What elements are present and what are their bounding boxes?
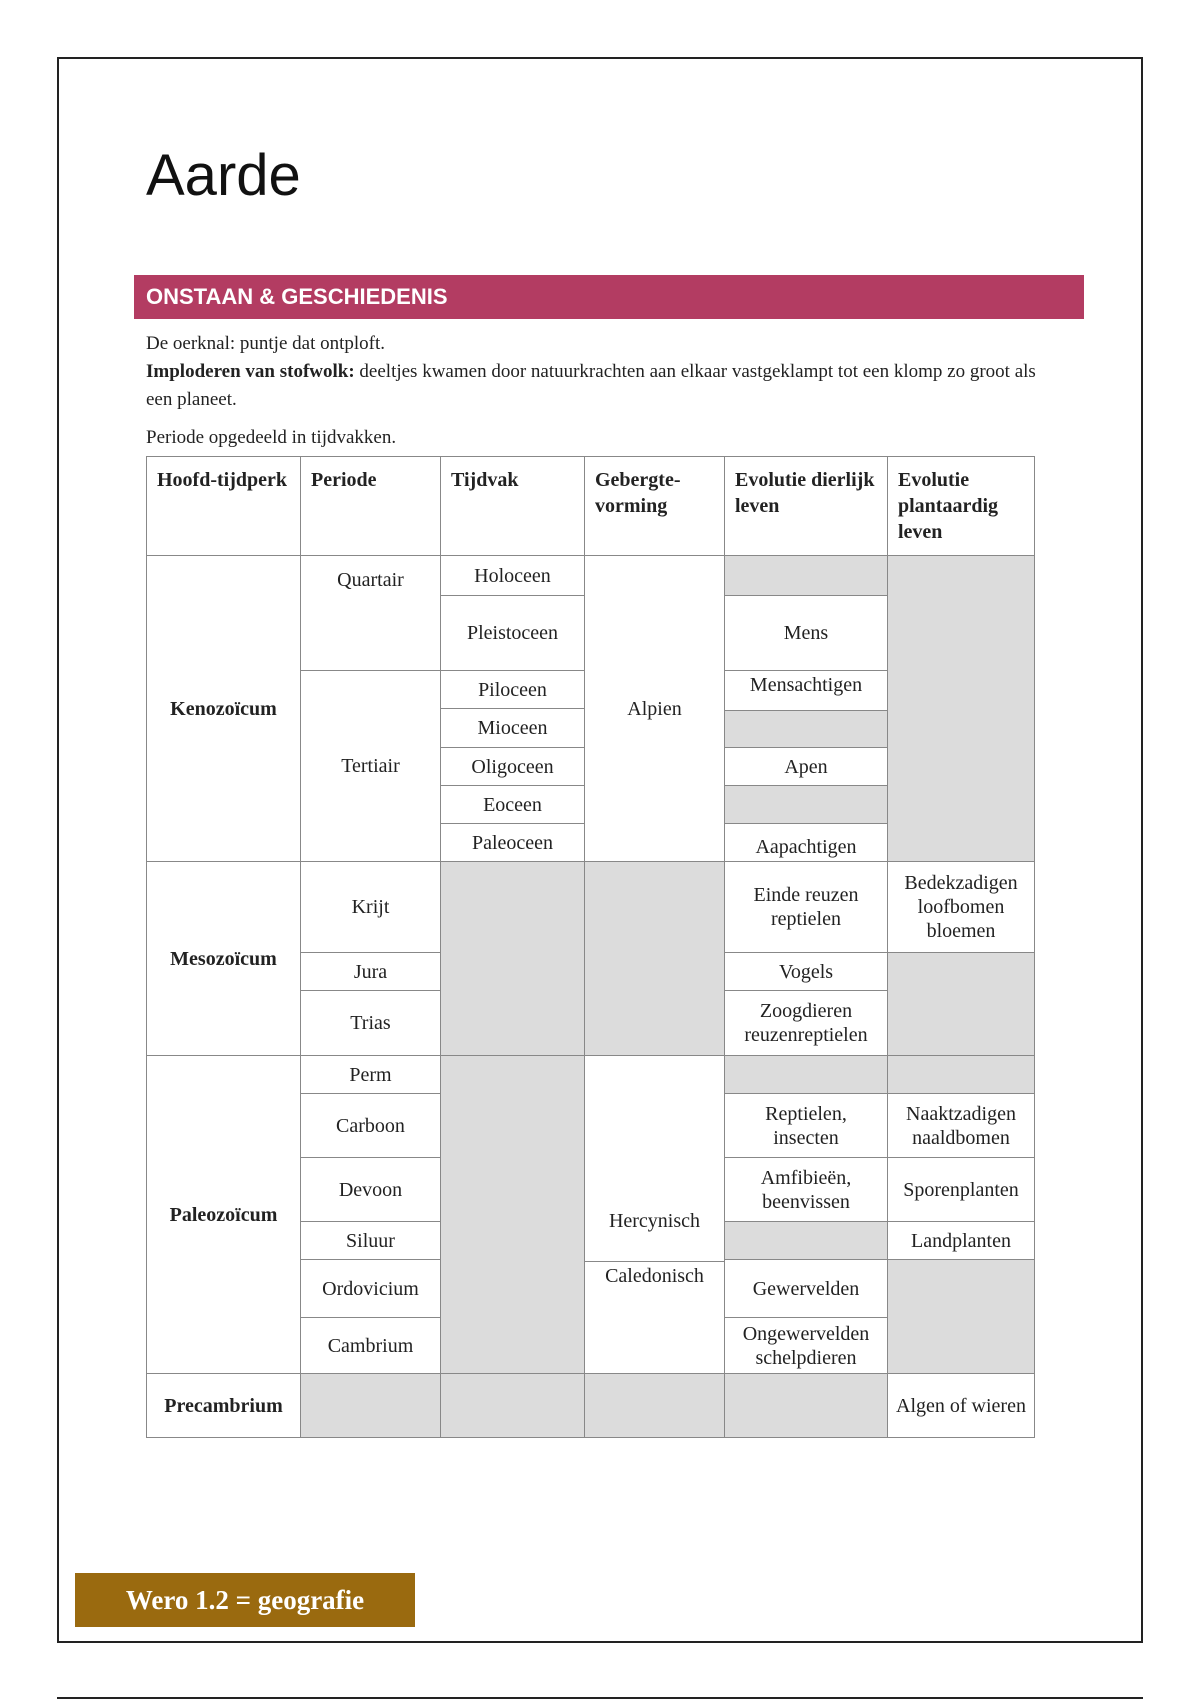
empty-cell [888, 1056, 1035, 1094]
mountain-cell: Hercynisch [585, 1056, 725, 1262]
epoch-cell: Eoceen [441, 786, 585, 824]
empty-cell [725, 1056, 888, 1094]
table-row [147, 1374, 1035, 1438]
period-cell: Tertiair [301, 671, 441, 862]
mountain-cell: Alpien [585, 556, 725, 862]
intro-line-2-rest: deeltjes kwamen door natuurkrachten aan elkaar vastgeklampt tot een klomp zo groot als een planeet. [146, 361, 1036, 410]
epoch-cell: Mioceen [441, 709, 585, 748]
period-cell: Perm [301, 1056, 441, 1094]
header-cell: Evolutie plantaardig leven [888, 457, 1035, 556]
epoch-cell: Oligoceen [441, 748, 585, 786]
animal-cell: Vogels [725, 953, 888, 991]
era-cell: Precambrium [147, 1374, 301, 1438]
animal-cell: Zoogdieren reuzenreptielen [725, 991, 888, 1056]
intro-line-3: Periode opgedeeld in tijdvakken. [146, 427, 397, 448]
mountain-cell: Caledonisch [585, 1262, 725, 1374]
period-cell: Carboon [301, 1094, 441, 1158]
header-cell: Evolutie dierlijk leven [725, 457, 888, 556]
page-title: Aarde [146, 143, 301, 208]
animal-cell: Gewervelden [725, 1260, 888, 1318]
animal-cell: Mens [725, 596, 888, 671]
period-cell: Krijt [301, 862, 441, 953]
period-cell: Ordovicium [301, 1260, 441, 1318]
animal-cell: Reptielen, insecten [725, 1094, 888, 1158]
epoch-cell: Paleoceen [441, 824, 585, 862]
empty-cell [441, 862, 585, 1056]
empty-cell [725, 1374, 888, 1438]
animal-cell: Amfibieën, beenvissen [725, 1158, 888, 1222]
plant-cell: Algen of wieren [888, 1374, 1035, 1438]
period-cell: Jura [301, 953, 441, 991]
period-cell: Devoon [301, 1158, 441, 1222]
era-cell: Mesozoïcum [147, 862, 301, 1056]
empty-cell [725, 556, 888, 596]
empty-cell [585, 1374, 725, 1438]
table-row [147, 862, 1035, 953]
empty-cell [301, 1374, 441, 1438]
plant-cell: Sporenplanten [888, 1158, 1035, 1222]
period-cell: Quartair [301, 556, 441, 671]
era-cell: Paleozoïcum [147, 1056, 301, 1374]
empty-cell [725, 1222, 888, 1260]
animal-cell: Einde reuzen reptielen [725, 862, 888, 953]
animal-cell: Ongewervelden schelpdieren [725, 1318, 888, 1374]
footer-badge: Wero 1.2 = geografie [75, 1573, 415, 1627]
animal-cell: Mensachtigen [725, 671, 888, 711]
epoch-cell: Pleistoceen [441, 596, 585, 671]
epoch-cell: Holoceen [441, 556, 585, 596]
era-cell: Kenozoïcum [147, 556, 301, 862]
animal-cell: Aapachtigen [725, 824, 888, 862]
section-banner: ONSTAAN & GESCHIEDENIS [134, 275, 1084, 319]
bottom-rule [57, 1697, 1143, 1699]
table-header-row [147, 457, 1035, 556]
table-row [147, 556, 1035, 596]
table-row [147, 1056, 1035, 1094]
empty-cell [888, 556, 1035, 862]
empty-cell [585, 862, 725, 1056]
header-cell: Periode [301, 457, 441, 556]
empty-cell [888, 953, 1035, 1056]
header-cell: Hoofd-tijdperk [147, 457, 301, 556]
plant-cell: Landplanten [888, 1222, 1035, 1260]
intro-line-1: De oerknal: puntje dat ontploft. [146, 333, 386, 354]
empty-cell [725, 711, 888, 748]
epoch-cell: Piloceen [441, 671, 585, 709]
empty-cell [441, 1374, 585, 1438]
empty-cell [888, 1260, 1035, 1374]
empty-cell [725, 786, 888, 824]
intro-text [146, 330, 1046, 452]
plant-cell: Bedekzadigen loofbomen bloemen [888, 862, 1035, 953]
period-cell: Trias [301, 991, 441, 1056]
plant-cell: Naaktzadigen naaldbomen [888, 1094, 1035, 1158]
header-cell: Gebergte-vorming [585, 457, 725, 556]
empty-cell [441, 1056, 585, 1374]
geologic-timeline-table [146, 456, 1035, 1438]
period-cell: Cambrium [301, 1318, 441, 1374]
animal-cell: Apen [725, 748, 888, 786]
period-cell: Siluur [301, 1222, 441, 1260]
header-cell: Tijdvak [441, 457, 585, 556]
intro-line-2 [146, 358, 1046, 414]
intro-bold-term: Imploderen van stofwolk: [146, 361, 355, 382]
